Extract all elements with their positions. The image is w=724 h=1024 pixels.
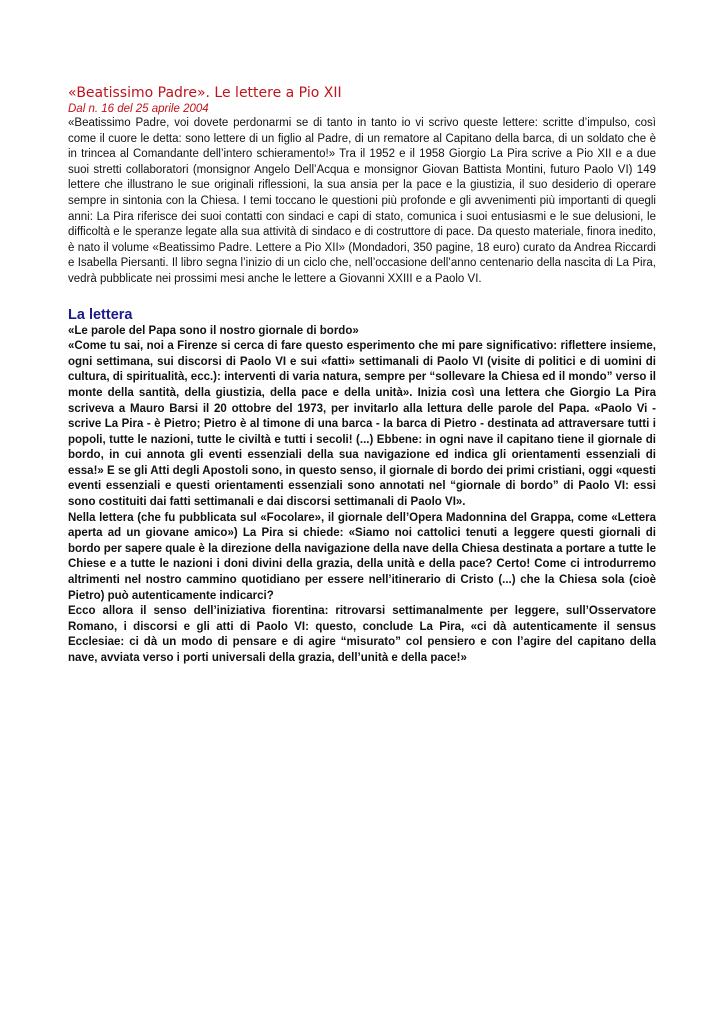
letter-paragraph-2: Nella lettera (che fu pubblicata sul «Focolare», il giornale dell’Opera Madonnina del Grappa, come «Lettera aperta ad un giovane amico») La Pira si chiede: «Siamo noi cattolici tenuti a leggere questi giornali di bordo per sapere quale è la direzione della navigazione della nave della Chiesa destinata a portare a tutte le Chiese e a tutte le nazioni i doni divini della grazia, della unità e della pace? Certo! Come ci introdurremo altrimenti nel nostro cammino quotidiano per essere nell’itinerario di Cristo (...) che la Chiesa sola (cioè Pietro) può autenticamente indicarci? — [68, 511, 656, 602]
letter-heading: La lettera — [68, 306, 133, 323]
document-page — [68, 84, 656, 667]
article-intro: «Beatissimo Padre, voi dovete perdonarmi se di tanto in tanto io vi scrivo queste lettere: scritte d’impulso, così come il cuore le detta: sono lettere di un figlio al Padre, di un rematore al Capitano della barca, di un soldato che è in trincea al Comandante dell’intero schieramento!» Tra il 1952 e il 1958 Giorgio La Pira scrive a Pio XII e a due suoi stretti collaboratori (monsignor Angelo Dell’Acqua e monsignor Giovan Battista Montini, futuro Paolo VI) 149 lettere che illustrano le sue originali riflessioni, la sua ansia per la pace e la giustizia, il suo desiderio di operare sempre in sintonia con la Chiesa. I temi toccano le questioni più profonde e gli avvenimenti più importanti di quegli anni: La Pira riferisce dei suoi contatti con sindaci e capi di stato, comunica i suoi entusiasmi e le sue delusioni, le difficoltà e le speranze legate alla sua attività di sindaco e di costruttore di pace. Da questo materiale, finora inedito, è nato il volume «Beatissimo Padre. Lettere a Pio XII» (Mondadori, 350 pagine, 18 euro) curato da Andrea Riccardi e Isabella Piersanti. Il libro segna l’inizio di un ciclo che, nell’occasione dell’anno centenario della nascita di La Pira, vedrà pubblicate nei prossimi mesi anche le lettere a Giovanni XXIII e a Paolo VI. — [68, 117, 656, 285]
article-source: Dal n. 16 del 25 aprile 2004 — [68, 103, 209, 115]
letter-paragraph-1: «Come tu sai, noi a Firenze si cerca di fare questo esperimento che mi pare significativo: riflettere insieme, ogni settimana, sui discorsi di Paolo VI e sui «fatti» settimanali di Paolo VI (visite di politici e di uomini di cultura, di spiritualità, ecc.): interventi di varia natura, sempre per “sollevare la Chiesa ed il mondo” verso il monte della santità, della giustizia, della pace e della unità». Inizia così una lettera che Giorgio La Pira scriveva a Mauro Barsi il 20 ottobre del 1973, per invitarlo alla lettura delle parole del Papa. «Paolo Vi - scrive La Pira - è Pietro; Pietro è al timone di una barca - la barca di Pietro - destinata ad attraversare tutti i popoli, tutte le nazioni, tutte le civiltà e tutti i secoli! (...) Ebbene: in ogni nave il capitano tiene il giornale di bordo, in cui annota gli eventi essenziali della sua navigazione ed indica gli orientamenti essenziali di essa!» E se gli Atti degli Apostoli sono, in questo senso, il giornale di bordo dei primi cristiani, oggi «questi eventi essenziali e questi orientamenti essenziali sono annotati nel “giornale di bordo” di Paolo VI: essi sono costituiti dai fatti settimanali e dai discorsi settimanali di Paolo VI». — [68, 340, 656, 509]
letter-paragraph-3: Ecco allora il senso dell’iniziativa fiorentina: ritrovarsi settimanalmente per leggere, sull’Osservatore Romano, i discorsi e gli atti di Paolo VI: questo, conclude La Pira, «ci dà autenticamente il sensus Ecclesiae: ci dà un modo di pensare e di agire “misurato” col pensiero e con l’agire del capitano della nave, avviata verso i porti universali della grazia, dell’unità e della pace!» — [68, 605, 656, 664]
article-title: «Beatissimo Padre». Le lettere a Pio XII — [68, 85, 342, 101]
letter-subtitle: «Le parole del Papa sono il nostro giornale di bordo» — [68, 324, 359, 337]
